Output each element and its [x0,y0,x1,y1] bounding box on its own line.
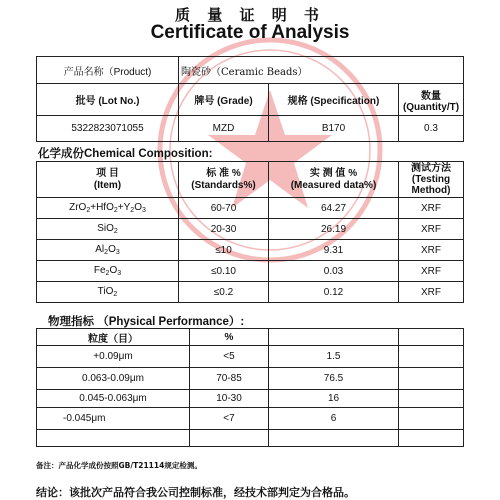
table-row [37,198,464,219]
chem-measured: 9.31 [269,240,399,261]
empty-cell [269,430,399,447]
empty-cell [37,430,190,447]
table-row [37,430,464,447]
lot-value: 5322823071055 [37,116,179,142]
grade-value: MZD [179,116,269,142]
document-title-en: Certificate of Analysis [150,22,350,43]
phys-standard: <5 [190,346,269,368]
qty-label-en: (Quantity/T) [402,101,460,113]
chem-item: $Al_2O_3$ [37,240,179,261]
col-method-cn: 测试方法 [411,163,451,174]
chem-item: TiO$_2$ [37,282,179,303]
col-method [399,162,464,198]
chem-method: XRF [399,261,464,282]
empty-cell [190,430,269,447]
chem-standard: 60-70 [179,198,269,219]
lot-label: 批号 (Lot No.) [37,84,179,116]
chem-standard: ≤0.2 [179,282,269,303]
empty-cell [269,329,399,346]
chem-standard: 20-30 [179,219,269,240]
chem-method: XRF [399,282,464,303]
chemical-heading: 化学成份Chemical Composition: [38,148,213,160]
col-measured-en: (Measured data%) [290,179,377,191]
table-row [37,368,464,390]
col-percent: % [190,329,269,346]
chem-measured: 26.19 [269,219,399,240]
col-method-en1: (Testing [411,174,451,185]
phys-size: +0.09μm [37,346,190,368]
chem-method: XRF [399,240,464,261]
table-row [37,346,464,368]
qty-label [399,84,464,116]
table-row [37,261,464,282]
table-row [37,408,464,430]
empty-cell [399,430,464,447]
chem-measured: 0.03 [269,261,399,282]
chem-measured: 0.12 [269,282,399,303]
phys-standard: 10-30 [190,390,269,408]
col-standard-cn: 标 准 % [206,167,241,179]
product-label: 产品名称（Product) [37,57,179,84]
document-title-cn: 质 量 证 明 书 [175,6,325,24]
col-item-en: (Item) [93,179,122,191]
remark-note: 备注：产品化学成份按照GB/T21114规定检测。 [36,461,202,470]
empty-cell [399,346,464,368]
table-row [37,390,464,408]
chem-method: XRF [399,198,464,219]
physical-table [36,328,464,447]
chem-item: SiO$_2$ [37,219,179,240]
phys-standard: 70-85 [190,368,269,390]
col-item-cn: 项 目 [96,167,119,179]
physical-heading: 物理指标 （Physical Performance）: [48,316,245,328]
chem-standard: ≤10 [179,240,269,261]
empty-cell [399,329,464,346]
table-row [37,219,464,240]
chem-measured: 64.27 [269,198,399,219]
col-measured-cn: 实 测 值 % [309,167,358,179]
table-row [37,240,464,261]
product-info-table [36,56,464,142]
phys-value: 6 [269,408,399,430]
empty-cell [399,390,464,408]
phys-value: 16 [269,390,399,408]
spec-label: 规格 (Specification) [269,84,399,116]
phys-value: 76.5 [269,368,399,390]
chem-item: $ZrO_2+HfO_2+Y_2O_3$ [37,198,179,219]
phys-size: 0.045-0.063μm [37,390,190,408]
empty-cell [399,368,464,390]
spec-value: B170 [269,116,399,142]
chem-method: XRF [399,219,464,240]
chem-standard: ≤0.10 [179,261,269,282]
chem-item: $Fe_2O_3$ [37,261,179,282]
grade-label: 牌号 (Grade) [179,84,269,116]
col-item [37,162,179,198]
col-standard [179,162,269,198]
chemical-table [36,161,464,303]
col-measured [269,162,399,198]
conclusion-text: 结论：该批次产品符合我公司控制标准，经技术部判定为合格品。 [36,486,355,499]
table-row [37,282,464,303]
qty-label-cn: 数量 [421,90,441,102]
col-method-en2: Method) [411,185,451,196]
phys-size: -0.045μm [37,408,190,430]
col-size: 粒度（目） [37,329,190,346]
col-standard-en: (Standards%) [191,179,256,191]
phys-value: 1.5 [269,346,399,368]
phys-standard: <7 [190,408,269,430]
qty-value: 0.3 [399,116,464,142]
product-value: 陶瓷砂（Ceramic Beads） [179,57,464,84]
empty-cell [399,408,464,430]
phys-size: 0.063-0.09μm [37,368,190,390]
